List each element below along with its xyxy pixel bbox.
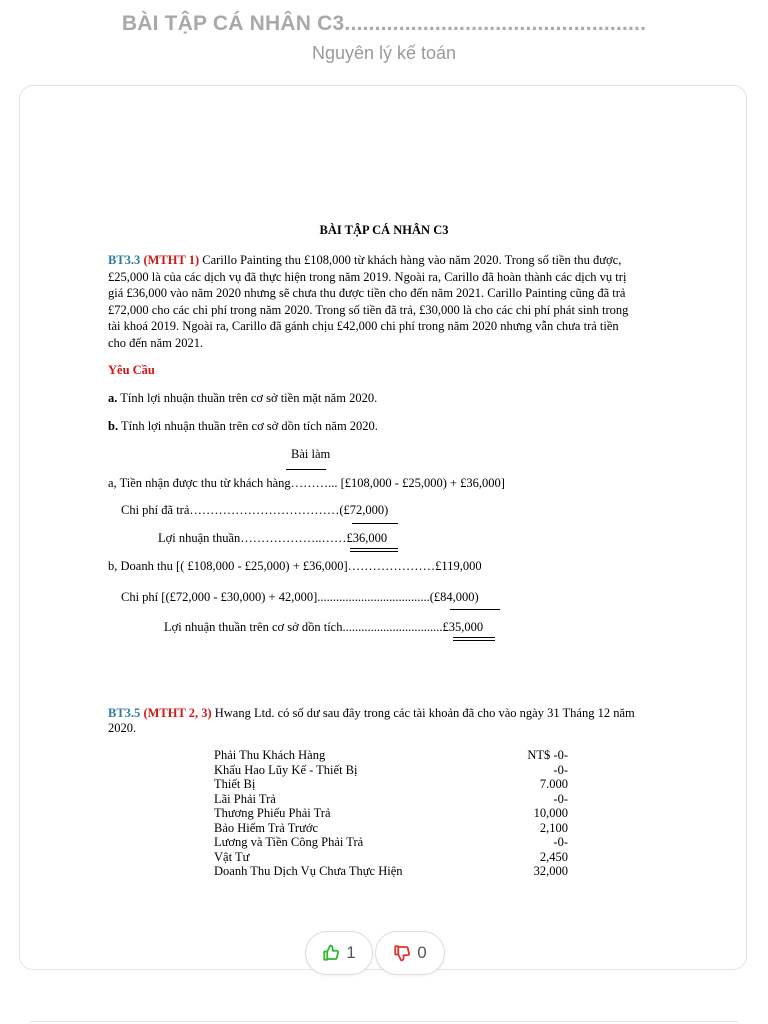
solution-b-line: b, Doanh thu [( £108,000 - £25,000) + £36,000]…………………£119,000 bbox=[108, 559, 482, 573]
solution-label: Bài làm bbox=[291, 447, 331, 461]
bt35-tag: (MTHT 2, 3) bbox=[143, 706, 212, 720]
account-name: Khấu Hao Lũy Kế - Thiết Bị bbox=[214, 762, 358, 777]
bt35-line-1 bbox=[108, 705, 635, 722]
account-value: 2,450 bbox=[539, 849, 568, 864]
doc-subtitle: Nguyên lý kế toán bbox=[311, 43, 457, 63]
bt33-line-4: £72,000 cho các chi phí trong năm 2020. Trong số tiền đã trả, £30,000 là cho các chi phí phát sinh trong bbox=[108, 302, 629, 317]
bt35-text: Hwang Ltd. có số dư sau đây trong các tài khoản đã cho vào ngày 31 Tháng 12 năm bbox=[214, 706, 635, 720]
solution-underline bbox=[286, 469, 326, 470]
account-name: Phải Thu Khách Hàng bbox=[214, 748, 326, 762]
requirement-a-letter: a. bbox=[108, 391, 118, 405]
document-viewer[interactable] bbox=[19, 85, 747, 970]
solution-expense-line: Chi phí đã trả………………………………(£72,000) bbox=[121, 503, 389, 517]
account-name: Thương Phiếu Phải Trả bbox=[214, 806, 331, 820]
bt35-line-2: 2020. bbox=[108, 721, 137, 735]
account-name: Thiết Bị bbox=[214, 777, 256, 791]
requirement-b bbox=[108, 418, 378, 435]
like-button[interactable] bbox=[305, 931, 373, 975]
requirement-a bbox=[108, 390, 377, 407]
account-name: Vật Tư bbox=[214, 849, 250, 864]
bt33-line-6: cho đến năm 2021. bbox=[108, 335, 204, 350]
requirement-a-text: Tính lợi nhuận thuần trên cơ sở tiền mặt năm 2020. bbox=[117, 391, 378, 405]
b-expense-underline bbox=[450, 609, 500, 610]
requirement-b-letter: b. bbox=[108, 419, 119, 433]
bt33-line-3: giá £36,000 vào năm 2020 nhưng sẽ chưa thu được tiền cho đến năm 2021. Carillo Painting cũng đã trả bbox=[108, 286, 626, 300]
requirement-label: Yêu Cầu bbox=[108, 363, 155, 377]
account-value: -0- bbox=[553, 835, 568, 849]
b-net-double-underline bbox=[453, 637, 495, 641]
bt33-line-2: £25,000 là của các dịch vụ đã thực hiện trong năm 2019. Ngoài ra, Carillo đã hoàn thành các dịch vụ trị bbox=[108, 269, 627, 284]
account-name: Bảo Hiểm Trả Trước bbox=[214, 820, 319, 835]
account-name: Doanh Thu Dịch Vụ Chưa Thực Hiện bbox=[214, 864, 403, 878]
dislike-button[interactable] bbox=[375, 931, 445, 975]
account-value: 7.000 bbox=[539, 777, 568, 791]
bt33-tag: (MTHT 1) bbox=[143, 253, 200, 267]
bt33-line-5: tài khoá 2019. Ngoài ra, Carillo đã gánh chịu £42,000 chi phí trong năm 2020 nhưng vẫn chưa trả tiền bbox=[108, 319, 619, 333]
bt33-text-1: Carillo Painting thu £108,000 từ khách hàng vào năm 2020. Trong số tiền thu được, bbox=[202, 253, 622, 267]
account-value: 32,000 bbox=[533, 864, 568, 878]
account-value: 2,100 bbox=[539, 820, 568, 835]
bt35-code: BT3.5 bbox=[108, 706, 141, 720]
solution-b-expense-line: Chi phí [(£72,000 - £30,000) + 42,000]....................................(£84,000) bbox=[121, 590, 479, 604]
account-value: -0- bbox=[553, 762, 568, 777]
like-count: 1 bbox=[346, 943, 356, 962]
dislike-count: 0 bbox=[417, 943, 427, 962]
thumbs-down-icon bbox=[393, 944, 411, 962]
solution-b-net-line: Lợi nhuận thuần trên cơ sở dồn tích................................£35,000 bbox=[164, 620, 484, 634]
doc-title: BÀI TẬP CÁ NHÂN C3.................................................. bbox=[121, 12, 647, 35]
solution-net-line: Lợi nhuận thuần………………..……£36,000 bbox=[158, 531, 388, 545]
bt33-code: BT3.3 bbox=[108, 253, 141, 267]
thumbs-up-icon bbox=[322, 944, 340, 962]
account-value: NT$ -0- bbox=[527, 748, 568, 762]
net-double-underline bbox=[350, 548, 398, 552]
account-value: -0- bbox=[553, 791, 568, 806]
document-heading: BÀI TẬP CÁ NHÂN C3 bbox=[319, 223, 449, 237]
requirement-b-text: Tính lợi nhuận thuần trên cơ sở dồn tích năm 2020. bbox=[118, 419, 378, 433]
bt33-paragraph bbox=[108, 252, 668, 351]
bt33-line-1 bbox=[108, 252, 668, 269]
account-name: Lương và Tiền Công Phải Trả bbox=[214, 835, 364, 849]
expense-underline bbox=[352, 523, 398, 524]
account-value: 10,000 bbox=[533, 806, 568, 820]
solution-a-line: a, Tiền nhận được thu từ khách hàng………... [£108,000 - £25,000) + £36,000] bbox=[108, 476, 505, 490]
account-name: Lãi Phải Trả bbox=[214, 791, 276, 806]
footer-divider bbox=[30, 1021, 738, 1022]
